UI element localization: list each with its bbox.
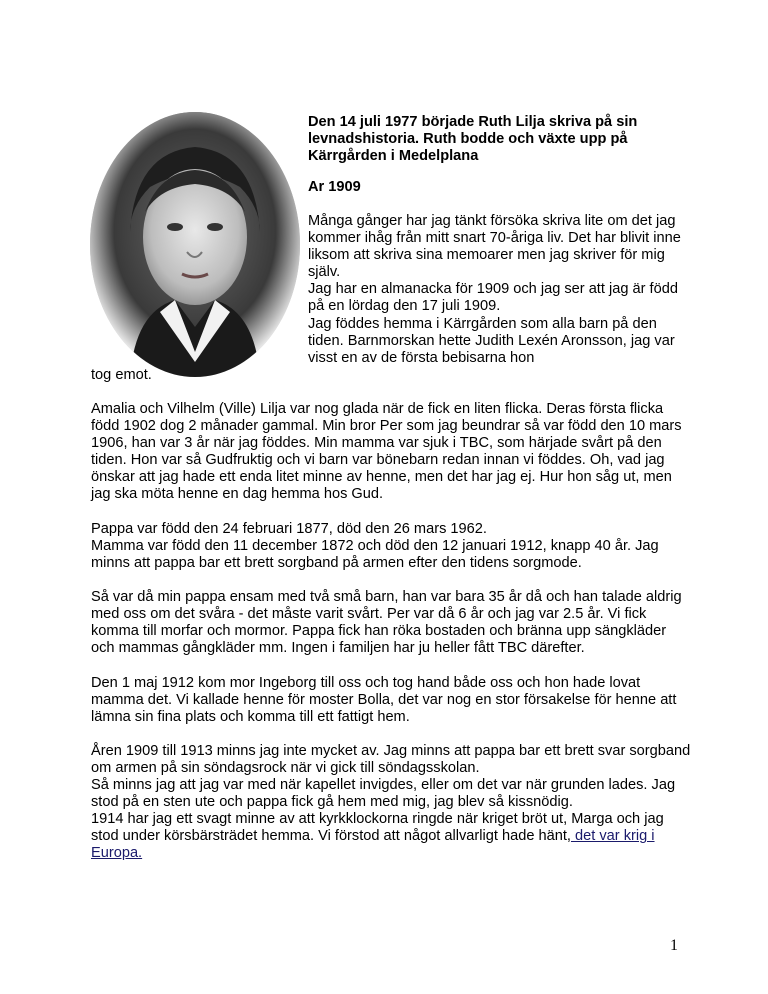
portrait-photo <box>90 112 300 377</box>
paragraph: Jag föddes hemma i Kärrgården som alla barn på den tiden. Barnmorskan hette Judith Lexén Aronsson, jag var visst en av de första bebisarna hon <box>308 315 675 366</box>
krig-link[interactable]: det var krig i Europa. <box>91 828 655 862</box>
body-text <box>91 401 691 863</box>
paragraph: Så var då min pappa ensam med två små barn, han var bara 35 år då och han talade aldrig med oss om det svåra - det måste varit svårt. Per var då 6 år och jag var 2.5 år. Vi fick komma till morfar och mormor. Pappa fick han röka bostaden och bränna upp sängkläder och mammas gångkläder mm. Ingen i familjen har ju heller fått TBC därefter. <box>91 589 682 657</box>
paragraph: Många gånger har jag tänkt försöka skriva lite om det jag kommer ihåg från mitt snart 70-åriga liv. Det har blivit inne liksom att skriva sina memoarer men jag skriver för mig själv. <box>308 213 681 281</box>
wrapped-continuation: tog emot. <box>91 367 152 383</box>
portrait-illustration <box>90 112 300 377</box>
intro-heading: Den 14 juli 1977 började Ruth Lilja skriva på sin levnadshistoria. Ruth bodde och växte upp på Kärrgården i Medelplana <box>308 114 638 164</box>
paragraph: Så minns jag att jag var med när kapellet invigdes, eller om det var när grunden lades. Jag stod på en sten ute och pappa fick gå hem med mig, jag blev så kissnödig. <box>91 777 676 811</box>
paragraph: Amalia och Vilhelm (Ville) Lilja var nog glada när de fick en liten flicka. Deras första flicka född 1902 dog 2 månader gammal. Min bror Per som jag beundrar så var född den 10 mars 1906, han var 3 år när jag föddes. Min mamma var sjuk i TBC, som härjade svårt på den tiden. Hon var så Gudfruktig och vi barn var bönebarn redan innan vi föddes. Oh, vad jag önskar att jag hade ett enda litet minne av henne, men det har jag ej. Hur hon såg ut, men jag ska möta henne en dag hemma hos Gud. <box>91 401 682 503</box>
year-heading: Ar 1909 <box>308 179 361 195</box>
wrapped-text <box>308 213 688 367</box>
paragraph: Åren 1909 till 1913 minns jag inte mycket av. Jag minns att pappa bar ett brett svar sorgband om armen på sin söndagsrock när vi gick till söndagsskolan. <box>91 742 691 776</box>
paragraph-text: 1914 har jag ett svagt minne av att kyrkklockorna ringde när kriget bröt ut, Marga och jag stod under körsbärsträdet hemma. Vi förstod att något allvarligt hade hänt, <box>91 811 664 845</box>
paragraph: Den 1 maj 1912 kom mor Ingeborg till oss och tog hand både oss och hon hade lovat mamma det. Vi kallade henne för moster Bolla, det var nog en stor försakelse för henne att lämna sin fina plats och komma till ett fattigt hem. <box>91 674 677 725</box>
paragraph: Pappa var född den 24 februari 1877, död den 26 mars 1962. <box>91 520 487 537</box>
paragraph: Mamma var född den 11 december 1872 och död den 12 januari 1912, knapp 40 år. Jag minns att pappa bar ett brett sorgband på armen efter den tidens sorgmode. <box>91 537 659 571</box>
paragraph: Jag har en almanacka för 1909 och jag ser att jag är född på en lördag den 17 juli 1909. <box>308 281 678 315</box>
paragraph-last <box>91 811 691 862</box>
page-number: 1 <box>670 937 678 954</box>
